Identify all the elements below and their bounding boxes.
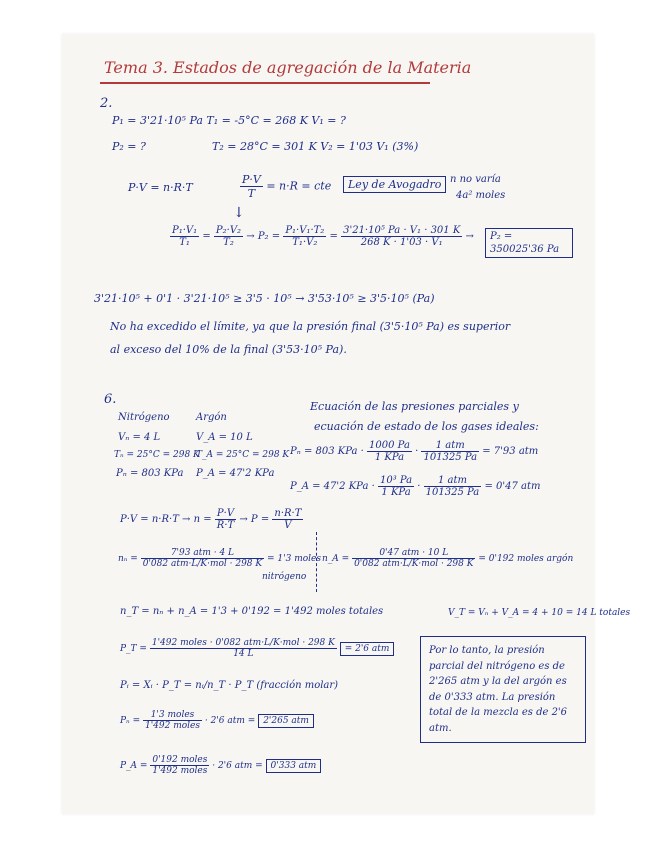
nn-den: 0'082 atm·L/K·mol · 298 K (142, 559, 263, 569)
argon-pressure: P_A = 47'2 KPa (196, 468, 275, 479)
pn-f1-num: 1000 Pa (369, 440, 410, 451)
argon-temperature: T_A = 25°C = 298 K (196, 450, 290, 460)
pa-f2-den: 101325 Pa (425, 487, 480, 498)
pn-f2-den: 101325 Pa (423, 452, 478, 463)
gas-eq: P·V = n·R·T → n = (120, 514, 212, 525)
pn2-den: 1'492 moles (144, 721, 200, 731)
na-lhs: n_A = (322, 554, 350, 564)
p6-heading-2: ecuación de estado de los gases ideales: (314, 420, 539, 433)
step-mid-den: T₁·V₂ (292, 237, 318, 248)
pn-conversion: Pₙ = 803 KPa · $\frac{1000 Pa}{\text{1 KPa}}$ · $\frac{\text{1 atm}}{101325 Pa}$ = 7'93 atm (290, 440, 539, 463)
total-volume-line: V_T = Vₙ + V_A = 4 + 10 = 14 L totales (448, 608, 631, 618)
conclusion-line-1: No ha excedido el límite, ya que la presión final (3'5·10⁵ Pa) es superior (110, 320, 511, 333)
step-num1: P₁·V₁ (172, 225, 198, 236)
pt-result-box: = 2'6 atm (340, 642, 395, 656)
pa2-lhs: P_A = (120, 761, 148, 771)
nn-note: nitrógeno (262, 572, 307, 582)
p2-result-box: P₂ = 350025'36 Pa (485, 228, 573, 258)
pa2-den: 1'492 moles (152, 766, 208, 776)
pa2-mid: · 2'6 atm = (212, 761, 263, 771)
nn-lhs: nₙ = (118, 554, 138, 564)
gas-p-den: V (284, 520, 292, 531)
total-moles-line: n_T = nₙ + n_A = 1'3 + 0'192 = 1'492 moles totales (120, 606, 384, 617)
pv-num: P·V (242, 173, 261, 186)
pn2-calculation (120, 710, 314, 731)
step-den2: T₂ (223, 237, 234, 248)
conclusion-box: Por lo tanto, la presión parcial del nitrógeno es de 2'265 atm y la del argón es de 0'333 atm. La presión total de la mezcla es de 2'6 atm. (420, 636, 586, 743)
problem-2-data-line1: P₁ = 3'21·10⁵ Pa T₁ = -5°C = 268 K V₁ = ? (112, 114, 346, 127)
pn-f2-num: 1 atm (421, 440, 479, 452)
avogadro-note-2: 4a² moles (456, 190, 506, 201)
nn-calculation (118, 548, 321, 569)
pt-calculation (120, 638, 394, 659)
step-val-den: 268 K · 1'03 · V₁ (360, 237, 443, 248)
pn-f1-den: 1 KPa (374, 452, 405, 463)
nitrogen-pressure: Pₙ = 803 KPa (116, 468, 184, 479)
title-underline (100, 82, 430, 84)
pa-f1-num: 10³ Pa (379, 475, 413, 486)
na-result: = 0'192 moles argón (478, 554, 574, 564)
na-num: 0'47 atm · 10 L (352, 548, 475, 559)
nitrogen-temperature: Tₙ = 25°C = 298 K (114, 450, 200, 460)
problem-2-number: 2. (100, 96, 113, 111)
conclusion-line-2: al exceso del 10% de la final (3'53·10⁵ Pa). (110, 343, 347, 356)
avogadro-law-box: Ley de Avogadro (343, 176, 446, 193)
pa-conversion: P_A = 47'2 KPa · $\frac{\text{10³ Pa}}{\text{1 KPa}}$ · $\frac{\text{1 atm}}{101325 Pa}$ = 0'47 atm (290, 475, 541, 498)
step-mid-num: P₁·V₁·T₂ (285, 225, 325, 236)
pv-rest: = n·R = cte (266, 179, 332, 193)
step-den1: T₁ (179, 237, 190, 248)
argon-heading: Argón (196, 412, 227, 423)
step-val-num: 3'21·10⁵ Pa · V₁ · 301 K (343, 225, 461, 236)
pn2-result-box: 2'265 atm (258, 714, 314, 728)
step-arrow: → P₂ = (246, 231, 281, 242)
ideal-gas-equation: P·V = n·R·T (128, 181, 193, 194)
pt-num: 1'492 moles · 0'082 atm·L/K·mol · 298 K (151, 638, 335, 648)
pn2-mid: · 2'6 atm = (204, 716, 256, 726)
pa-f2-num: 1 atm (424, 475, 482, 487)
comparison-line: 3'21·10⁵ + 0'1 · 3'21·10⁵ ≥ 3'5 · 10⁵ → 3'53·10⁵ ≥ 3'5·10⁵ (Pa) (94, 292, 435, 305)
down-arrow-icon: ↓ (233, 205, 245, 221)
pv-over-t (240, 173, 331, 200)
gas-n-num: P·V (215, 508, 236, 520)
pn-result: = 7'93 atm (482, 446, 539, 457)
p6-heading-1: Ecuación de las presiones parciales y (310, 400, 519, 413)
pa2-result-box: 0'333 atm (266, 759, 322, 773)
partial-pressure-formula: Pᵢ = Xᵢ · P_T = nᵢ/n_T · P_T (fracción molar) (120, 680, 339, 691)
problem-6-number: 6. (104, 392, 117, 407)
nn-num: 7'93 atm · 4 L (141, 548, 264, 559)
pn2-num: 1'3 moles (143, 710, 202, 721)
na-calculation (322, 548, 573, 569)
problem-2-data-line2b: T₂ = 28°C = 301 K V₂ = 1'03 V₁ (3%) (212, 140, 419, 153)
pn-lhs: Pₙ = 803 KPa · (290, 446, 364, 457)
pa-f1-den: 1 KPa (381, 487, 411, 498)
gas-n-den: R·T (216, 520, 235, 531)
argon-volume: V_A = 10 L (196, 432, 253, 443)
step-num2: P₂·V₂ (215, 225, 242, 236)
dashed-divider (316, 532, 317, 592)
problem-2-data-line2a: P₂ = ? (112, 140, 146, 153)
pv-den: T (247, 187, 256, 200)
page-title: Tema 3. Estados de agregación de la Materia (104, 58, 472, 77)
gas-p: → P = (239, 514, 270, 525)
step-eq: = (202, 231, 211, 242)
na-den: 0'082 atm·L/K·mol · 298 K (354, 559, 474, 569)
step-arrow2: → (465, 231, 474, 242)
avogadro-note-1: n no varía (450, 174, 501, 185)
nitrogen-heading: Nitrógeno (118, 412, 170, 423)
derivation-line (170, 225, 474, 248)
pa2-num: 0'192 moles (152, 755, 208, 765)
step-eq2: = (329, 231, 338, 242)
gas-law-rearrange (120, 508, 303, 531)
nn-result: = 1'3 moles (267, 554, 321, 564)
nitrogen-volume: Vₙ = 4 L (118, 432, 161, 443)
pt-den: 14 L (233, 649, 254, 659)
gas-p-num: n·R·T (274, 508, 302, 519)
pa-lhs: P_A = 47'2 KPa · (290, 481, 375, 492)
pt-lhs: P_T = (120, 644, 147, 654)
pa2-calculation (120, 755, 321, 776)
pn2-lhs: Pₙ = (120, 716, 141, 726)
pa-result: = 0'47 atm (484, 481, 541, 492)
